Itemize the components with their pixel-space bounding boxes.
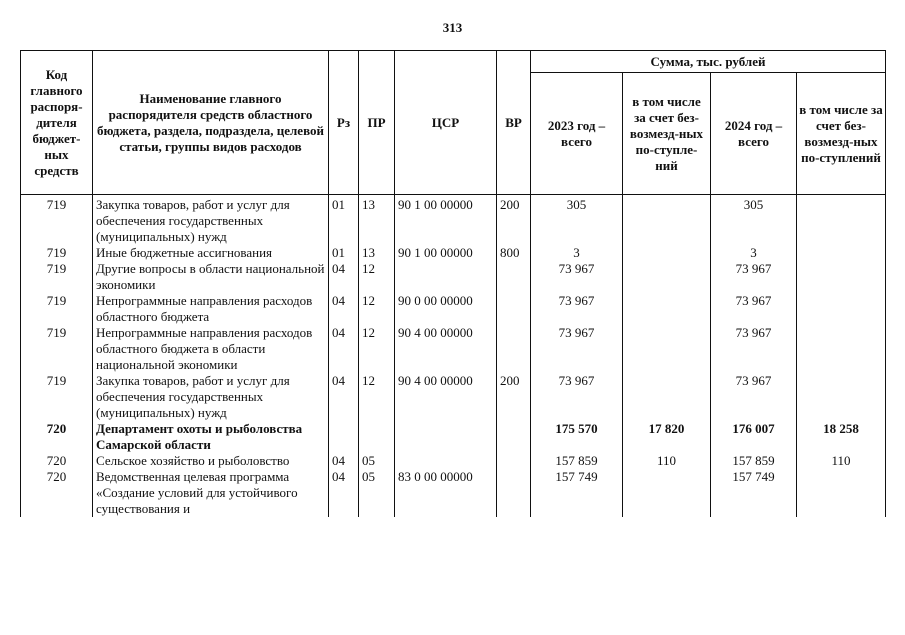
row-name: Непрограммные направления расходов областного бюджета xyxy=(93,293,329,325)
row-vr xyxy=(497,325,531,373)
header-2024-free: в том числе за счет без-возмезд-ных по-ступлений xyxy=(797,73,886,195)
table-row xyxy=(21,469,886,517)
header-rz: Рз xyxy=(329,51,359,195)
row-code: 720 xyxy=(21,469,93,517)
row-name: Закупка товаров, работ и услуг для обеспечения государственных (муниципальных) нужд xyxy=(93,373,329,421)
table-row xyxy=(21,453,886,469)
row-code: 719 xyxy=(21,245,93,261)
row-2023-total: 73 967 xyxy=(531,293,623,325)
row-2024-total: 73 967 xyxy=(711,325,797,373)
page-number: 313 xyxy=(442,20,463,35)
row-name: Департамент охоты и рыболовства Самарской области xyxy=(93,421,329,453)
table-row xyxy=(21,325,886,373)
row-code: 719 xyxy=(21,373,93,421)
row-pr: 12 xyxy=(359,261,395,293)
row-2024-total: 176 007 xyxy=(711,421,797,453)
budget-table xyxy=(20,50,886,517)
row-pr: 13 xyxy=(359,195,395,246)
row-2024-total: 73 967 xyxy=(711,261,797,293)
row-name: Другие вопросы в области национальной экономики xyxy=(93,261,329,293)
row-2024-free xyxy=(797,373,886,421)
row-rz: 04 xyxy=(329,469,359,517)
row-rz: 04 xyxy=(329,373,359,421)
row-code: 719 xyxy=(21,293,93,325)
row-pr: 12 xyxy=(359,325,395,373)
row-pr: 05 xyxy=(359,469,395,517)
row-2023-total: 73 967 xyxy=(531,373,623,421)
row-2024-total: 157 859 xyxy=(711,453,797,469)
row-vr: 200 xyxy=(497,373,531,421)
row-2024-free: 110 xyxy=(797,453,886,469)
row-rz xyxy=(329,421,359,453)
row-csr xyxy=(395,261,497,293)
row-2024-total: 73 967 xyxy=(711,293,797,325)
row-rz: 04 xyxy=(329,325,359,373)
row-rz: 04 xyxy=(329,453,359,469)
row-vr: 200 xyxy=(497,195,531,246)
row-2023-free xyxy=(623,293,711,325)
row-2023-total: 73 967 xyxy=(531,325,623,373)
row-pr: 12 xyxy=(359,373,395,421)
row-2024-free xyxy=(797,195,886,246)
header-sum-group: Сумма, тыс. рублей xyxy=(531,51,886,73)
row-name: Сельское хозяйство и рыболовство xyxy=(93,453,329,469)
row-2023-total: 305 xyxy=(531,195,623,246)
row-csr: 90 0 00 00000 xyxy=(395,293,497,325)
row-name: Ведомственная целевая программа «Создание условий для устойчивого существования и xyxy=(93,469,329,517)
row-pr: 13 xyxy=(359,245,395,261)
table-header xyxy=(21,51,886,195)
row-rz: 01 xyxy=(329,245,359,261)
row-2023-free xyxy=(623,325,711,373)
row-rz: 01 xyxy=(329,195,359,246)
row-name: Закупка товаров, работ и услуг для обеспечения государственных (муниципальных) нужд xyxy=(93,195,329,246)
row-pr xyxy=(359,421,395,453)
table-body xyxy=(21,195,886,518)
row-pr: 05 xyxy=(359,453,395,469)
row-2023-free xyxy=(623,195,711,246)
row-2024-total: 305 xyxy=(711,195,797,246)
table-row xyxy=(21,245,886,261)
header-2024-total: 2024 год – всего xyxy=(711,73,797,195)
header-csr: ЦСР xyxy=(395,51,497,195)
row-vr: 800 xyxy=(497,245,531,261)
header-pr: ПР xyxy=(359,51,395,195)
row-name: Иные бюджетные ассигнования xyxy=(93,245,329,261)
row-2023-free xyxy=(623,245,711,261)
row-2024-free xyxy=(797,325,886,373)
row-2024-total: 157 749 xyxy=(711,469,797,517)
table-row xyxy=(21,373,886,421)
row-2023-free xyxy=(623,261,711,293)
row-rz: 04 xyxy=(329,293,359,325)
row-rz: 04 xyxy=(329,261,359,293)
row-2023-total: 157 859 xyxy=(531,453,623,469)
row-code: 720 xyxy=(21,453,93,469)
table-row xyxy=(21,195,886,246)
row-csr: 90 1 00 00000 xyxy=(395,195,497,246)
row-vr xyxy=(497,421,531,453)
row-2024-total: 73 967 xyxy=(711,373,797,421)
row-csr: 90 1 00 00000 xyxy=(395,245,497,261)
row-2024-free xyxy=(797,293,886,325)
row-2024-free xyxy=(797,245,886,261)
row-vr xyxy=(497,261,531,293)
row-name: Непрограммные направления расходов областного бюджета в области национальной экономики xyxy=(93,325,329,373)
row-code: 720 xyxy=(21,421,93,453)
row-code: 719 xyxy=(21,261,93,293)
row-2023-free: 110 xyxy=(623,453,711,469)
row-2023-total: 175 570 xyxy=(531,421,623,453)
header-2023-total: 2023 год – всего xyxy=(531,73,623,195)
row-csr xyxy=(395,421,497,453)
row-2023-free xyxy=(623,373,711,421)
row-2023-total: 3 xyxy=(531,245,623,261)
row-2023-free xyxy=(623,469,711,517)
row-code: 719 xyxy=(21,195,93,246)
row-csr: 90 4 00 00000 xyxy=(395,373,497,421)
row-2024-free xyxy=(797,469,886,517)
row-2024-total: 3 xyxy=(711,245,797,261)
row-vr xyxy=(497,293,531,325)
header-vr: ВР xyxy=(497,51,531,195)
row-2024-free: 18 258 xyxy=(797,421,886,453)
row-code: 719 xyxy=(21,325,93,373)
row-csr: 90 4 00 00000 xyxy=(395,325,497,373)
table-row xyxy=(21,421,886,453)
header-name: Наименование главного распорядителя средств областного бюджета, раздела, подраздела, целевой статьи, группы видов расходов xyxy=(93,51,329,195)
row-pr: 12 xyxy=(359,293,395,325)
table-row xyxy=(21,293,886,325)
row-csr xyxy=(395,453,497,469)
row-vr xyxy=(497,453,531,469)
row-2023-free: 17 820 xyxy=(623,421,711,453)
row-csr: 83 0 00 00000 xyxy=(395,469,497,517)
row-2023-total: 157 749 xyxy=(531,469,623,517)
table-row xyxy=(21,261,886,293)
row-vr xyxy=(497,469,531,517)
row-2023-total: 73 967 xyxy=(531,261,623,293)
header-2023-free: в том числе за счет без-возмезд-ных по-ступле-ний xyxy=(623,73,711,195)
row-2024-free xyxy=(797,261,886,293)
header-code: Код главного распоря-дителя бюджет-ных средств xyxy=(21,51,93,195)
